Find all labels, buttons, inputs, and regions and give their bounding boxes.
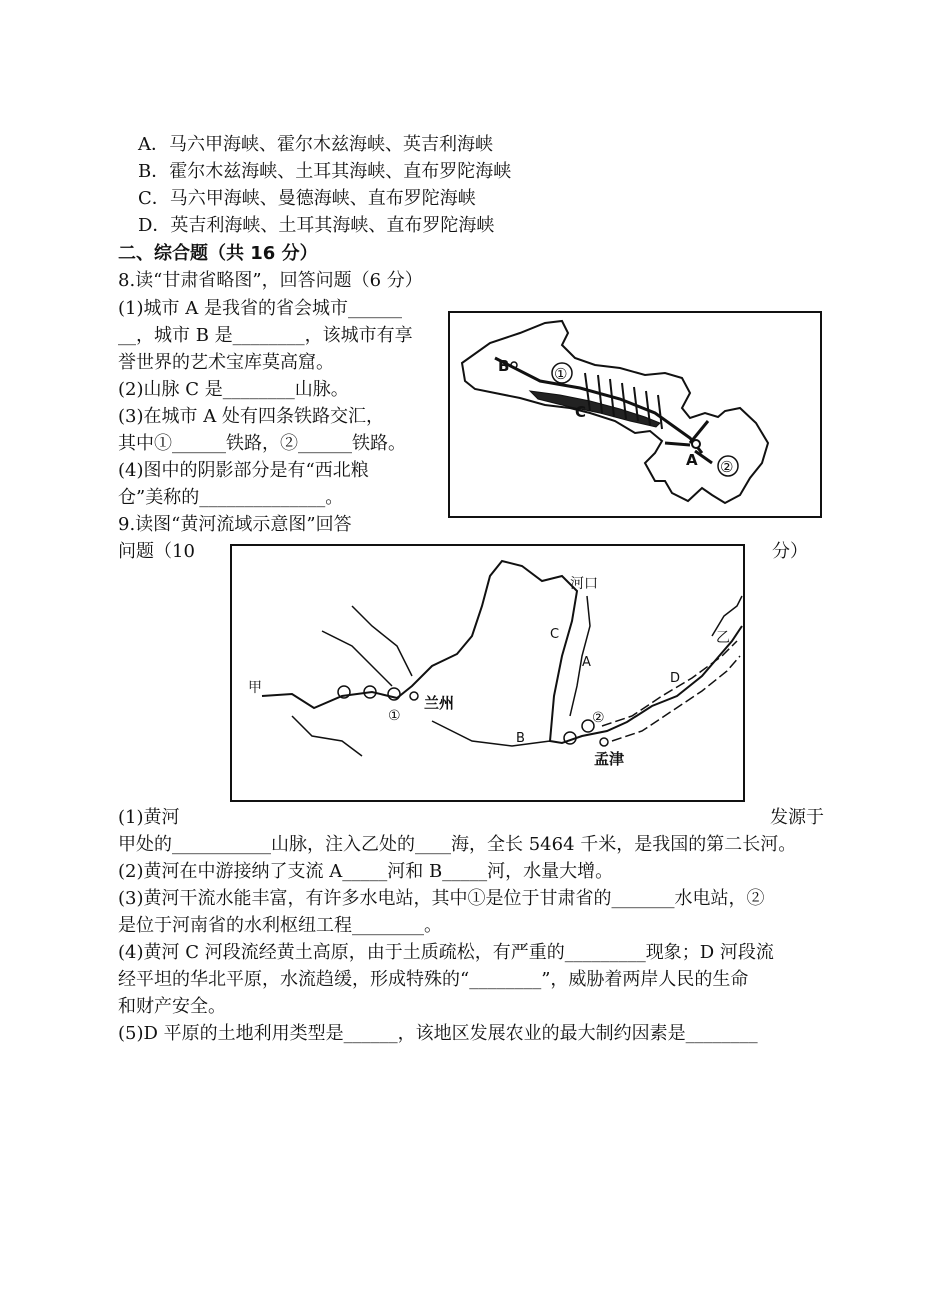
q8-line: (4)图中的阴影部分是有“西北粮 <box>118 460 369 481</box>
label-b-tributary: B <box>516 731 525 746</box>
label-lanzhou: 兰州 <box>424 694 455 712</box>
q9-line: (1)黄河 <box>118 807 180 828</box>
tributary-west-3 <box>292 716 362 756</box>
railway-line-2 <box>690 421 708 443</box>
yellow-river-map <box>230 544 745 802</box>
q9-title: 9.读图“黄河流域示意图”回答 <box>118 514 352 535</box>
q9-line: 是位于河南省的水利枢纽工程________。 <box>118 915 442 936</box>
label-b: B <box>498 357 510 375</box>
label-mengjin: 孟津 <box>594 750 625 768</box>
label-one-station: ① <box>388 708 401 724</box>
label-two-station: ② <box>592 710 605 726</box>
q8-line: 仓”美称的______________。 <box>118 487 344 508</box>
q9-line: 经平坦的华北平原，水流趋缓，形成特殊的“________”，威胁着两岸人民的生命 <box>118 969 749 990</box>
q8-line: 誉世界的艺术宝库莫高窟。 <box>118 352 334 373</box>
q9-title-cont: 问题（10 <box>118 541 195 562</box>
choice-d: D．英吉利海峡、土耳其海峡、直布罗陀海峡 <box>138 215 495 236</box>
label-c-segment: C <box>550 627 560 642</box>
q8-line: (1)城市 A 是我省的省会城市______ <box>118 298 402 319</box>
gansu-map-drawing <box>450 313 820 516</box>
q9-line: 发源于 <box>770 807 824 828</box>
label-jia: 甲 <box>248 680 262 696</box>
q9-line: (2)黄河在中游接纳了支流 A_____河和 B_____河，水量大增。 <box>118 861 614 882</box>
tributary-b-region <box>432 721 550 746</box>
q8-line: (2)山脉 C 是________山脉。 <box>118 379 349 400</box>
hexi-corridor-shading <box>530 391 660 427</box>
label-c: C <box>575 403 587 421</box>
label-one: ① <box>554 365 568 383</box>
tributary-west-2 <box>352 606 412 676</box>
q9-line: (5)D 平原的土地利用类型是______，该地区发展农业的最大制约因素是________ <box>118 1023 758 1044</box>
q9-line: (3)黄河干流水能丰富，有许多水电站，其中①是位于甘肃省的_______水电站，② <box>118 888 765 909</box>
yellow-river-main <box>262 561 742 743</box>
q9-title-end: 分） <box>772 541 808 562</box>
yellow-river-map-drawing <box>232 546 743 800</box>
label-a-tributary: A <box>582 655 591 670</box>
gansu-map <box>448 311 822 518</box>
q9-line: 甲处的___________山脉，注入乙处的____海，全长 5464 千米，是我国的第二长河。 <box>118 834 797 855</box>
tributary-west-1 <box>322 631 392 686</box>
label-a: A <box>686 451 698 469</box>
label-yi: 乙 <box>716 630 730 646</box>
levee-south <box>612 656 740 741</box>
q8-title: 8.读“甘肃省略图”，回答问题（6 分） <box>118 270 423 291</box>
railway-line-4 <box>665 443 690 445</box>
label-d-segment: D <box>670 671 681 686</box>
q9-line: 和财产安全。 <box>118 996 226 1017</box>
q9-line: (4)黄河 C 河段流经黄土高原，由于土质疏松，有严重的_________现象；D 河段流 <box>118 942 774 963</box>
choice-a: A．马六甲海峡、霍尔木兹海峡、英吉利海峡 <box>138 134 493 155</box>
q8-line: __，城市 B 是________，该城市有享 <box>118 325 413 346</box>
section-title: 二、综合题（共 16 分） <box>118 243 318 264</box>
hatching <box>585 373 662 429</box>
mengjin-marker <box>600 738 608 746</box>
label-two: ② <box>720 458 734 476</box>
label-hekou: 河口 <box>570 576 598 592</box>
choice-b: B．霍尔木兹海峡、土耳其海峡、直布罗陀海峡 <box>138 161 512 182</box>
lanzhou-marker <box>410 692 418 700</box>
choice-c: C．马六甲海峡、曼德海峡、直布罗陀海峡 <box>138 188 476 209</box>
q8-line: (3)在城市 A 处有四条铁路交汇， <box>118 406 384 427</box>
city-a-marker <box>692 440 700 448</box>
q8-line: 其中①______铁路，②______铁路。 <box>118 433 406 454</box>
